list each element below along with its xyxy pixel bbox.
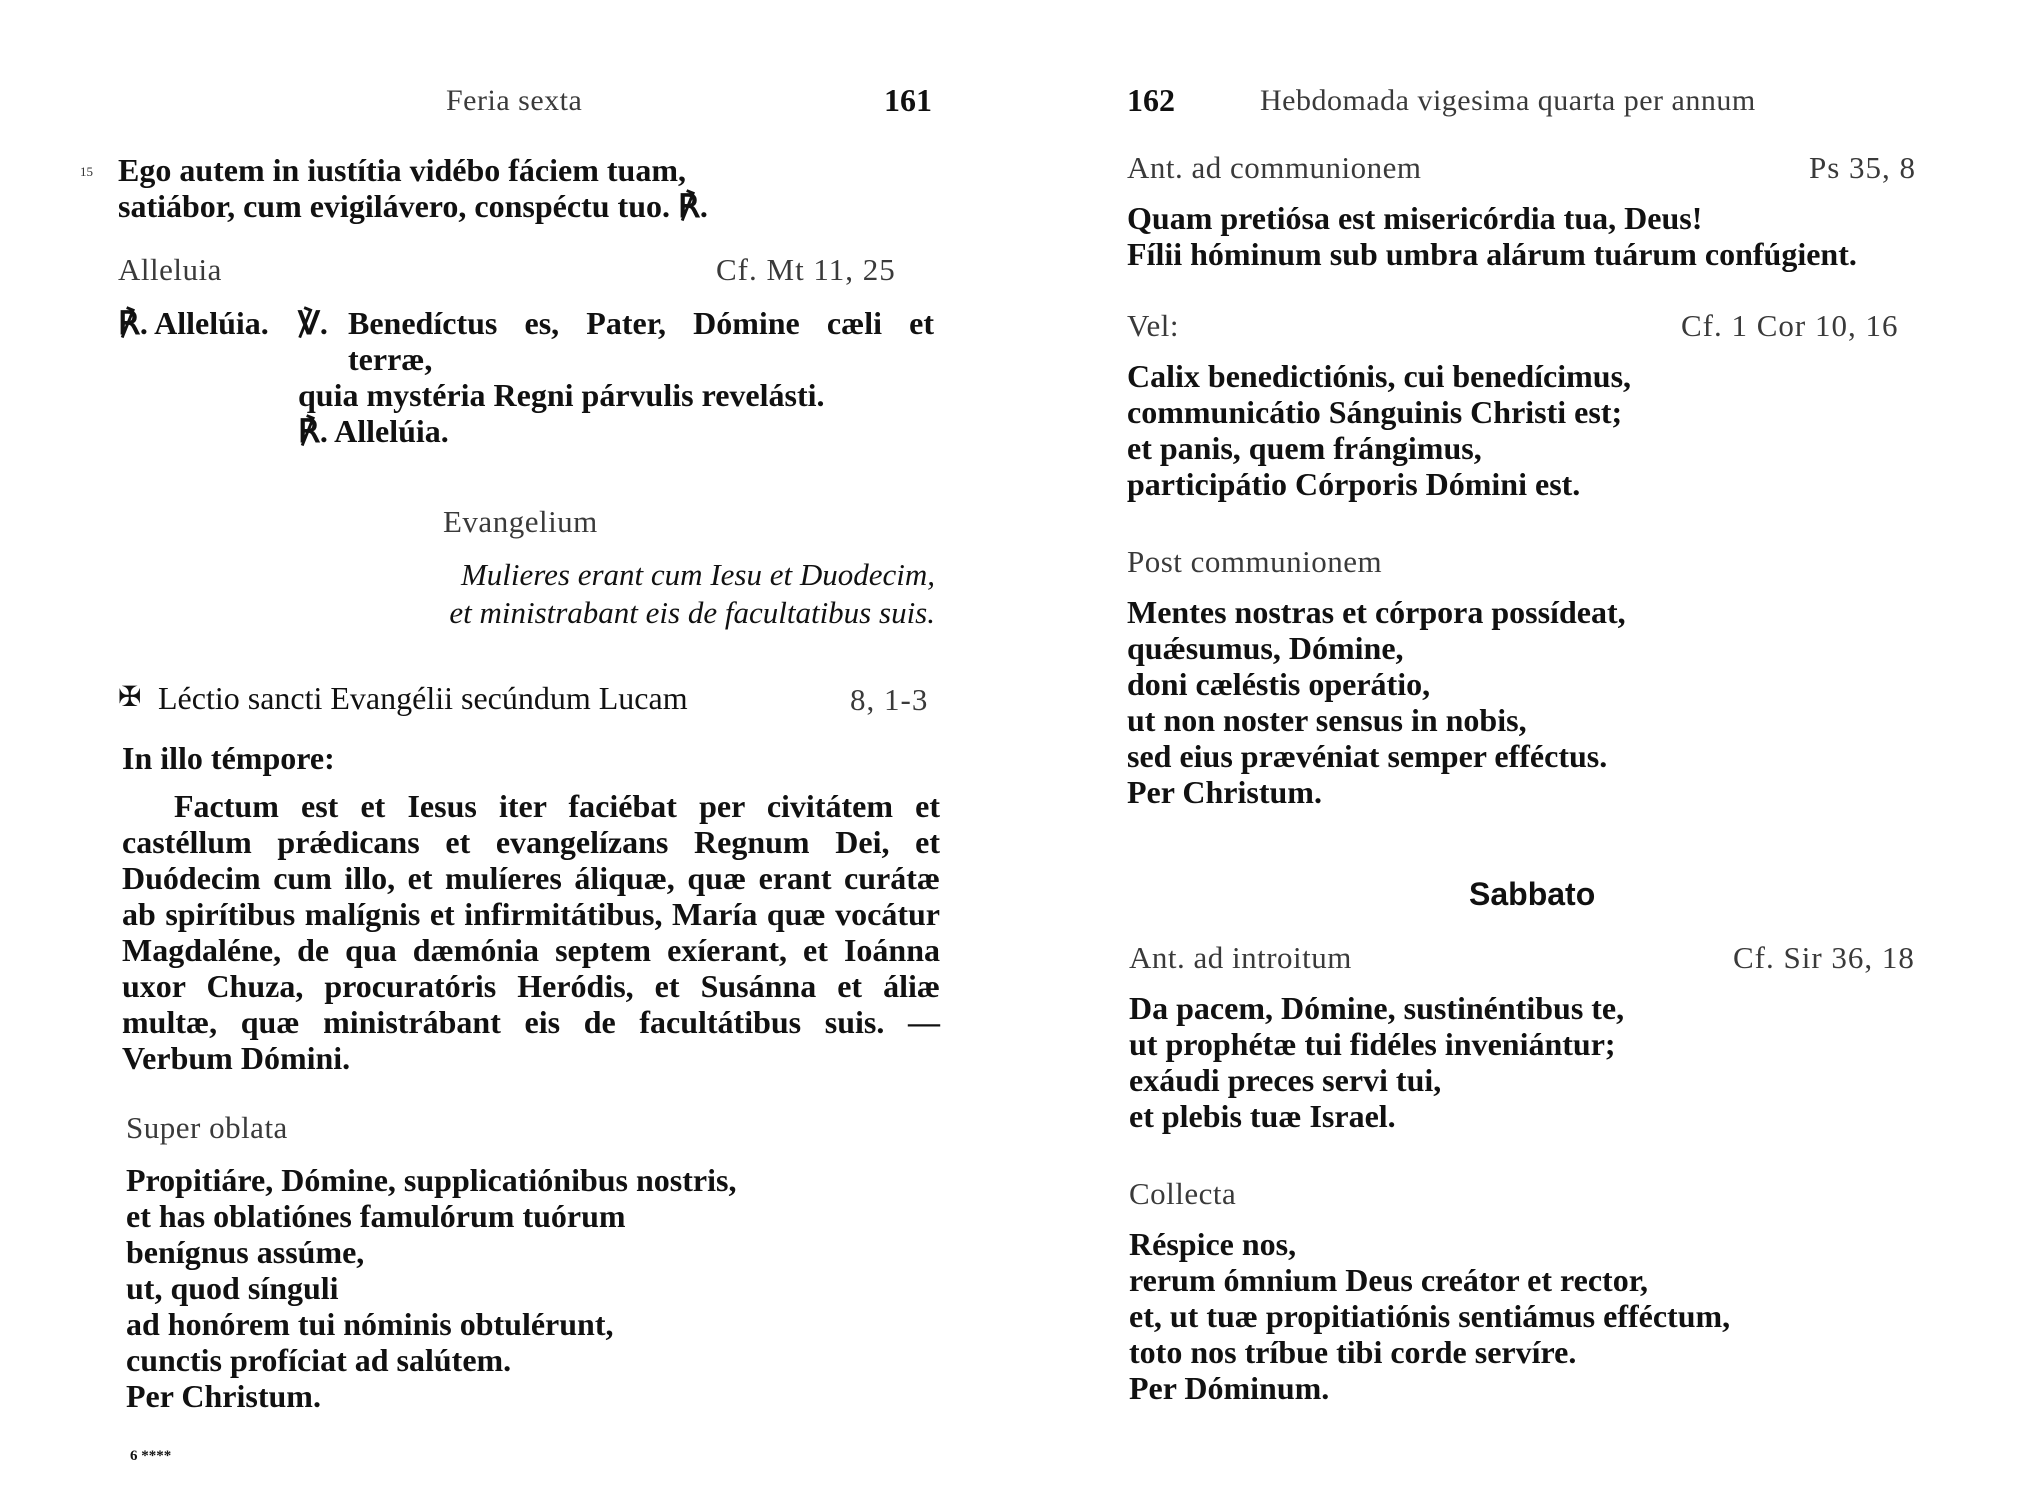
prayer-line: Per Christum.	[1127, 774, 1322, 810]
alleluia-verse-line: Benedíctus es, Pater, Dómine cæli et	[348, 305, 934, 341]
super-oblata-text	[126, 1162, 736, 1414]
vel-line: et panis, quem frángimus,	[1127, 430, 1482, 466]
gospel-summary-line: et ministrabant eis de facultatibus suis.	[449, 595, 935, 630]
introit-text	[1129, 990, 1624, 1134]
vel-line: communicátio Sánguinis Christi est;	[1127, 394, 1623, 430]
gospel-summary-line: Mulieres erant cum Iesu et Duodecim,	[460, 557, 935, 592]
right-page-number: 162	[1127, 82, 1175, 118]
psalm-verse	[118, 152, 708, 224]
alleluia-label: Alleluia	[118, 252, 222, 287]
left-running-title: Feria sexta	[446, 84, 583, 117]
right-page	[1011, 0, 2022, 1500]
introit-line: exáudi preces servi tui,	[1129, 1062, 1442, 1098]
gospel-reference: 8, 1-3	[850, 682, 929, 717]
vel-label: Vel:	[1127, 308, 1179, 343]
introit-reference: Cf. Sir 36, 18	[1733, 940, 1915, 975]
versicle-mark: ℣.	[298, 305, 328, 341]
prayer-line: ut, quod sínguli	[126, 1270, 339, 1306]
alleluia-reference: Cf. Mt 11, 25	[716, 252, 896, 287]
gospel-summary	[330, 556, 935, 632]
alleluia-response-end: ℟. Allelúia.	[298, 413, 449, 449]
introit-line: et plebis tuæ Israel.	[1129, 1098, 1396, 1134]
alleluia-verse-line: quia mystéria Regni párvulis revelásti.	[298, 377, 825, 413]
psalm-line: satiábor, cum evigilávero, conspéctu tuo. ℟.	[118, 188, 708, 224]
post-communion-label: Post communionem	[1127, 544, 1383, 579]
prayer-line: et has oblatiónes famulórum tuórum	[126, 1198, 626, 1234]
vel-line: participátio Córporis Dómini est.	[1127, 466, 1581, 502]
gospel-heading: Evangelium	[443, 504, 598, 539]
prayer-line: Per Dóminum.	[1129, 1370, 1330, 1406]
communion-line: Fílii hóminum sub umbra alárum tuárum confúgient.	[1127, 236, 1857, 272]
cross-icon: ✠	[118, 682, 142, 713]
prayer-line: ad honórem tui nóminis obtulérunt,	[126, 1306, 614, 1342]
prayer-line: Réspice nos,	[1129, 1226, 1297, 1262]
psalm-line: Ego autem in iustítia vidébo fáciem tuam,	[118, 152, 686, 188]
prayer-line: doni cæléstis operátio,	[1127, 666, 1431, 702]
communion-reference: Ps 35, 8	[1809, 150, 1917, 185]
footer-signature: 6 ****	[130, 1448, 172, 1464]
communion-text	[1127, 200, 1857, 272]
day-title: Sabbato	[1469, 876, 1596, 912]
vel-text	[1127, 358, 1631, 502]
prayer-line: sed eius prævéniat semper efféctus.	[1127, 738, 1608, 774]
introit-line: ut prophétæ tui fidéles inveniántur;	[1129, 1026, 1616, 1062]
prayer-line: benígnus assúme,	[126, 1234, 365, 1270]
alleluia-verse-line: terræ,	[348, 341, 433, 377]
prayer-line: ut non noster sensus in nobis,	[1127, 702, 1527, 738]
alleluia-response-lead: ℟. Allelúia.	[118, 305, 269, 341]
super-oblata-label: Super oblata	[126, 1110, 288, 1145]
prayer-line: et, ut tuæ propitiatiónis sentiámus efféctum,	[1129, 1298, 1731, 1334]
collect-label: Collecta	[1129, 1176, 1237, 1211]
prayer-line: toto nos tríbue tibi corde servíre.	[1129, 1334, 1577, 1370]
left-page-number: 161	[884, 82, 932, 118]
vel-line: Calix benedictiónis, cui benedícimus,	[1127, 358, 1632, 394]
collect-text	[1129, 1226, 1730, 1406]
introit-line: Da pacem, Dómine, sustinéntibus te,	[1129, 990, 1625, 1026]
communion-label: Ant. ad communionem	[1127, 150, 1422, 185]
prayer-line: Per Christum.	[126, 1378, 321, 1414]
gospel-intro: In illo témpore:	[122, 740, 335, 776]
right-running-title: Hebdomada vigesima quarta per annum	[1260, 84, 1756, 117]
prayer-line: quǽsumus, Dómine,	[1127, 630, 1404, 666]
verse-number: 15	[80, 164, 93, 179]
prayer-line: cunctis profíciat ad salútem.	[126, 1342, 512, 1378]
prayer-line: rerum ómnium Deus creátor et rector,	[1129, 1262, 1648, 1298]
prayer-line: Propitiáre, Dómine, supplicatiónibus nostris,	[126, 1162, 737, 1198]
gospel-body: Factum est et Iesus iter faciébat per civitátem et castéllum prǽdicans et evangelízans Regnum Dei, et Duódecim cum illo, et mulíeres áliquæ, quæ erant curátæ ab spirítibus malígnis et infirmitátibus, María quæ vocátur Magdaléne, de qua dæmónia septem exíerant, et Ioánna uxor Chuza, procuratóris Heródis, et Susánna et áliæ multæ, quæ ministrábant eis de facultátibus suis. — Verbum Dómini.	[122, 788, 940, 1076]
prayer-line: Mentes nostras et córpora possídeat,	[1127, 594, 1626, 630]
gospel-lection: Léctio sancti Evangélii secúndum Lucam	[158, 680, 688, 716]
communion-line: Quam pretiósa est misericórdia tua, Deus!	[1127, 200, 1703, 236]
post-communion-text	[1127, 594, 1626, 810]
introit-label: Ant. ad introitum	[1129, 940, 1352, 975]
vel-reference: Cf. 1 Cor 10, 16	[1681, 308, 1899, 343]
